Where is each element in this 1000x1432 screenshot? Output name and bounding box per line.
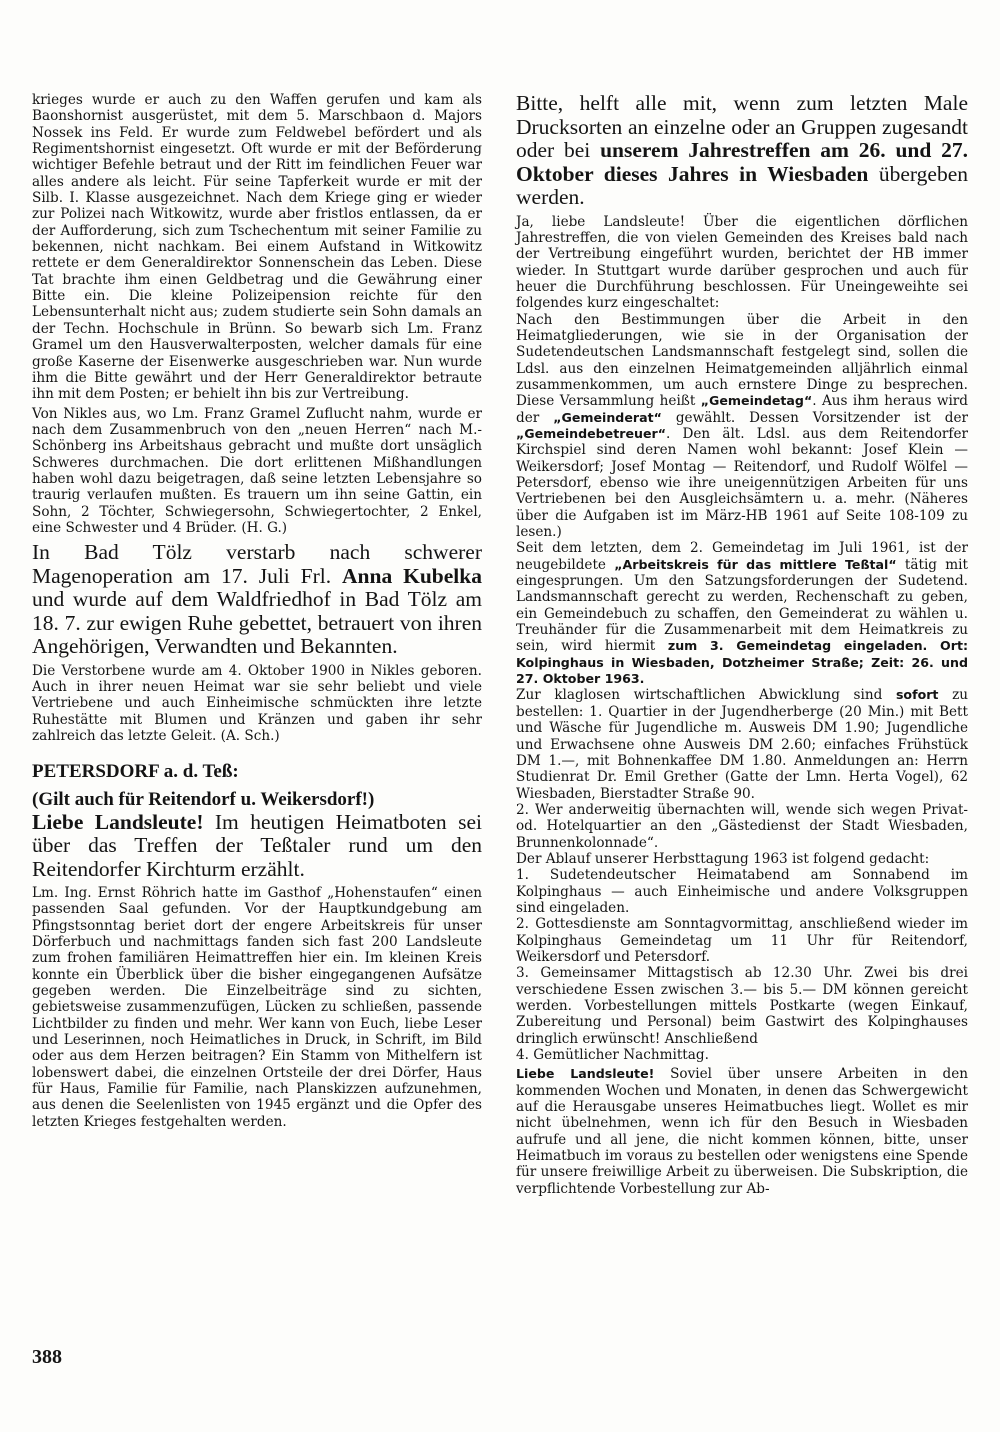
appeal-text: Bitte, helft alle mit, wenn zum letzten Male Drucksorten an einzelne oder an Gruppen zugesandt oder bei — [516, 91, 968, 162]
greeting-text: Im heutigen Heimatboten sei über das Treffen der Teßtaler rund um den Reitendorfer Kirchturm erzählt. — [32, 809, 482, 881]
term-arbeitskreis: „Arbeitskreis für das mittlere Teßtal“ — [614, 556, 897, 572]
page-number: 388 — [32, 1346, 62, 1368]
booking-text-2: zu bestellen: 1. Quartier in der Jugendherberge (20 Min.) mit Bett und Wäsche für Jugendliche m. Ausweis DM 1.90; Jugendliche und Erwachsene ohne Ausweis DM 2.60; einfaches Frühstück DM 1.—, mit Bohnenkaffee DM 1.80. Anmeldungen an: Herrn Studienrat Dr. Emil Grether (Gatte der Lmn. Herta Vogel), 62 Wiesbaden, Bierstadter Straße 90. — [516, 687, 968, 802]
paragraph-invitation — [516, 540, 968, 687]
kubelka-name: Anna Kubelka — [342, 563, 482, 588]
greeting-lead: Liebe Landsleute! — [32, 809, 204, 834]
right-column — [516, 92, 968, 1197]
paragraph-regulations — [516, 312, 968, 541]
paragraph-gramel-mourning: Von Nikles aus, wo Lm. Franz Gramel Zuflucht nahm, wurde er nach dem Zusammenbruch von den „neuen Herren“ nach M.-Schönberg ins Arbeitshaus gebracht und mußte dort unsäglich Schweres durchmachen. Die dort erlittenen Mißhandlungen haben wohl dazu beigetragen, daß seine letzten Lebensjahre so traurig verlaufen mußten. Es trauern um ihn seine Gattin, ein Sohn, 2 Töchter, Schwiegersohn, Schwiegertochter, 2 Enkel, eine Schwester und 4 Brüder. (H. G.) — [32, 405, 482, 536]
paragraph-annual-meetings: Ja, liebe Landsleute! Über die eigentlichen dörflichen Jahrestreffen, die von vielen Gemeinden des Kreises bald nach der Vertreibung eingeführt wurden, berichtet der HB immer wieder. In Stuttgart wurde darüber gesprochen und auch für heuer die Durchführung beschlossen. Für Uneingeweihte sei folgendes kurz eingeschaltet: — [516, 213, 968, 312]
term-gemeinderat: „Gemeinderat“ — [553, 409, 662, 425]
paragraph-kubelka-details: Die Verstorbene wurde am 4. Oktober 1900 in Nikles geboren. Auch in ihrer neuen Heimat war sie sehr beliebt und viele Vertriebene und auch Einheimische schmückten ihre letzte Ruhestätte mit Blumen und Kränzen und gaben ihr sehr zahlreich das letzte Geleit. (A. Sch.) — [32, 662, 482, 745]
term-sofort: sofort — [895, 687, 939, 703]
paragraph-roehrich-meeting: Lm. Ing. Ernst Röhrich hatte im Gasthof „Hohenstaufen“ einen passenden Saal gefunden. Vor der Hauptkundgebung am Pfingstsonntag beriet dort der engere Arbeitskreis für unser Dörferbuch und nachmittags fanden sich fast 200 Landsleute zum frohen familiären Heimattreffen hier ein. Im kleinen Kreis konnte ein Überblick über die bisher eingegangenen Aufsätze gegeben werden. Die Einzelbeiträge sind zu sichten, gebietsweise zusammenzufügen, Lücken zu schließen, passende Lichtbilder zu finden und mehr. Wer kann von Euch, liebe Leser und Leserinnen, noch Heimatliches in Druck, in Schrift, im Bild oder aus dem Herzen beitragen? Ein Stamm von Mithelfern ist lobenswert dabei, die einzelnen Ortsteile der drei Dörfer, Haus für Haus, Familie für Familie, nach Planskizzen aufzunehmen, aus denen die Seelenlisten von 1945 ergänzt und die Opfer des letzten Krieges festgehalten werden. — [32, 885, 482, 1130]
paragraph-hotel: 2. Wer anderweitig übernachten will, wende sich wegen Privat- od. Hotelquartier an den „Gästedienst der Stadt Wiesbaden, Brunnenkolonnade“. — [516, 801, 968, 851]
appeal-end: übergeben werden. — [516, 161, 969, 209]
booking-text: Zur klaglosen wirtschaftlichen Abwicklung sind — [516, 687, 896, 704]
term-gemeindetag: „Gemeindetag“ — [700, 393, 813, 409]
regulations-text-3: gewählt. Dessen Vorsitzender ist der — [661, 409, 968, 426]
invitation-text: Seit dem letzten, dem 2. Gemeindetag im Juli 1961, ist der neugebildete — [516, 540, 968, 573]
paragraph-booking — [516, 687, 968, 801]
closing-lead: Liebe Landsleute! — [516, 1066, 655, 1082]
paragraph-appeal — [516, 92, 968, 210]
invitation-text-2: tätig mit eingesprungen. Um den Satzungsforderungen der Sudetend. Landsmannschaft gerecht zu werden, Rechenschaft zu geben, ein Gemeindebuch zu schaffen, den Gemeinderat zu wählen u. Treuhänder für die Zusammenarbeit mit dem Heimatkreis zu sein, wird hiermit — [516, 556, 968, 655]
section-heading-petersdorf: PETERSDORF a. d. Teß: — [32, 760, 239, 782]
kubelka-intro: In Bad Tölz verstarb nach schwerer Magenoperation am 17. Juli Frl. — [32, 540, 482, 588]
paragraph-greeting — [32, 811, 482, 882]
paragraph-kubelka-obituary — [32, 541, 482, 659]
regulations-text-2: . Aus ihm heraus wird der — [516, 393, 969, 426]
kubelka-burial: und wurde auf dem Waldfriedhof in Bad Tölz am 18. 7. zur ewigen Ruhe gebettet, betrauert von ihren Angehörigen, Verwandten und Bekannten. — [32, 587, 482, 659]
appeal-meeting-date: unserem Jahrestreffen am 26. und 27. Oktober dieses Jahres in Wiesbaden — [516, 138, 968, 186]
regulations-text: Nach den Bestimmungen über die Arbeit in den Heimatgliederungen, wie sie in der Organisation der Sudetendeutschen Landsmannschaft festgelegt sind, sollen die Ldsl. aus den einzelnen Heimatgemeinden alljährlich einmal zusammenkommen, um auch ernstere Dinge zu besprechen. Diese Versammlung heißt — [516, 311, 968, 410]
schedule-item-2: 2. Gottesdienste am Sonntagvormittag, anschließend wieder im Kolpinghaus Gemeindetag um 11 Uhr für Reitendorf, Weikersdorf und Petersdorf. — [516, 916, 968, 965]
section-subheading: (Gilt auch für Reitendorf u. Weikersdorf!) — [32, 788, 375, 810]
term-gemeindebetreuer: „Gemeindebetreuer“ — [516, 425, 666, 441]
regulations-text-4: . Den ält. Ldsl. aus dem Reitendorfer Kirchspiel sind deren Namen wohl bekannt: Josef Klein — Weikersdorf; Josef Montag — Reitendorf, und Rudolf Wölfel — Petersdorf, ebenso wie ihre uneigennützigen Arbeiten für uns Vertriebenen bei den Ausgleichsämtern u. a. mehr. (Näheres über die Aufgaben ist im März-HB 1961 auf Seite 108-109 zu lesen.) — [516, 425, 968, 541]
paragraph-closing — [516, 1066, 968, 1197]
schedule-item-3: 3. Gemeinsamer Mittagstisch ab 12.30 Uhr. Zwei bis drei verschiedene Essen zwischen 3.— bis 5.— DM können gereicht werden. Vorbestellungen mittels Postkarte (wegen Einkauf, Zubereitung und Personal) beim Gastwirt des Kolpinghauses dringlich erwünscht! Anschließend — [516, 965, 968, 1047]
paragraph-schedule-intro: Der Ablauf unserer Herbsttagung 1963 ist folgend gedacht: — [516, 850, 930, 867]
closing-text: Soviel über unsere Arbeiten in den kommenden Wochen und Monaten, in denen das Schwergewicht auf die Herausgabe unseres Heimatbuches liegt. Wollet es mir nicht übelnehmen, wenn ich für den Besuch in Wiesbaden aufrufe und all jene, die nicht kommen können, bitte, unser Heimatbuch im voraus zu bestellen oder wenigstens eine Spende für unsere freiwillige Arbeit zu überweisen. Die Subskription, die verpflichtende Vorbestellung zur Ab- — [516, 1066, 968, 1197]
schedule-item-4: 4. Gemütlicher Nachmittag. — [516, 1047, 709, 1064]
paragraph-gramel-biography: krieges wurde er auch zu den Waffen gerufen und kam als Baonshornist ausgerüstet, mit dem 5. Marschbaon d. Majors Nossek ins Feld. Er wurde zum Feldwebel befördert und als Regimentshornist eingesetzt. Oft wurde er mit der Beförderung wichtiger Befehle betraut und der Ritt im feindlichen Feuer war alles andere als leicht. Für seine Tapferkeit wurde er mit der Silb. I. Klasse ausgezeichnet. Nach dem Kriege ging er wieder zur Polizei nach Witkowitz, wurde aber fristlos entlassen, da er der Aufforderung, sich zum Tschechentum mit seiner Familie zu bekennen, nicht nachkam. Bei einem Aufstand in Witkowitz rettete er dem Generaldirektor Sonnenschein das Leben. Diese Tat brachte ihm einen Geldbetrag und die Gewährung einer Bitte ein. Die kleine Polizeipension reichte für den Lebensunterhalt nicht aus; zudem studierte sein Sohn damals an der Techn. Hochschule in Brünn. So bewarb sich Lm. Franz Gramel um den Hausverwalterposten, welcher damals für eine große Kaserne der Eisenwerke ausgeschrieben war. Nun wurde ihm die Bitte gewährt und der Herr Generaldirektor betraute ihn mit dem Posten; er behielt ihn bis zur Vertreibung. — [32, 92, 482, 403]
schedule-item-1: 1. Sudetendeutscher Heimatabend am Sonnabend im Kolpinghaus — auch Einheimische und andere Volksgruppen sind eingeladen. — [516, 867, 968, 916]
invitation-details: zum 3. Gemeindetag eingeladen. Ort: Kolpinghaus in Wiesbaden, Dotzheimer Straße; Zeit: 26. und 27. Oktober 1963. — [516, 638, 968, 687]
left-column — [32, 92, 482, 1130]
